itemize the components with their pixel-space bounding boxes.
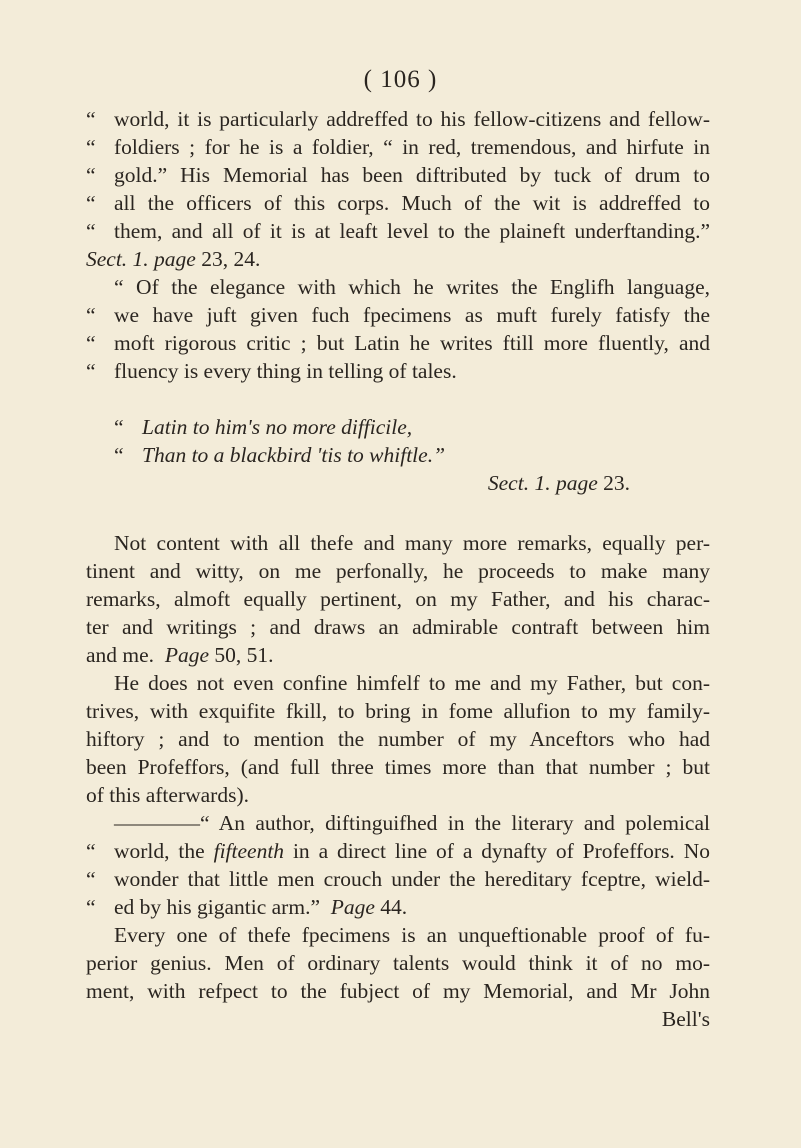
text-line: He does not even confine himfelf to me and my Father, but con- — [114, 671, 710, 695]
text-line: “ we have juft given fuch fpecimens as muft furely fatisfy the — [86, 303, 710, 327]
text-line: Every one of thefe fpecimens is an unqueftionable proof of fu- — [114, 923, 710, 947]
catchword: Bell's — [661, 1007, 710, 1031]
text-line: trives, with exquifite fkill, to bring in fome allufion to my family- — [86, 699, 710, 723]
text-line: ter and writings ; and draws an admirable contraft between him — [86, 615, 710, 639]
text-line: ————“ An author, diftinguifhed in the literary and polemical — [114, 811, 710, 835]
text-line: of this afterwards). — [86, 783, 249, 807]
text-line: Not content with all thefe and many more remarks, equally per- — [114, 531, 710, 555]
citation: Sect. 1. page 23. — [487, 471, 630, 495]
text-line: ment, with refpect to the fubject of my Memorial, and Mr John — [86, 979, 710, 1003]
text-line: remarks, almoft equally pertinent, on my Father, and his charac- — [86, 587, 710, 611]
text-line: “ fluency is every thing in telling of tales. — [86, 359, 457, 383]
text-line: been Profeffors, (and full three times more than that number ; but — [86, 755, 710, 779]
page-number: ( 106 ) — [363, 66, 438, 93]
text-line: “ Of the elegance with which he writes the Englifh language, — [114, 275, 710, 299]
text-line: “ wonder that little men crouch under the hereditary fceptre, wield- — [86, 867, 710, 891]
text-line: “ all the officers of this corps. Much of the wit is addreffed to — [86, 191, 710, 215]
text-line: hiftory ; and to mention the number of my Anceftors who had — [86, 727, 710, 751]
text-line: “ world, it is particularly addreffed to his fellow-citizens and fellow- — [86, 107, 710, 131]
text-line: and me. Page 50, 51. — [86, 643, 274, 667]
text-line: tinent and witty, on me perfonally, he proceeds to make many — [86, 559, 710, 583]
text-line: “ world, the fifteenth in a direct line of a dynafty of Profeffors. No — [86, 839, 710, 863]
citation: Sect. 1. page 23, 24. — [86, 247, 261, 271]
text-line: “ foldiers ; for he is a foldier, “ in red, tremendous, and hirfute in — [86, 135, 710, 159]
text-line: “ them, and all of it is at leaft level to the plaineft underftanding.” — [86, 219, 710, 243]
verse-line: “ Than to a blackbird 'tis to whiftle.” — [114, 443, 446, 467]
text-line: “ gold.” His Memorial has been diftributed by tuck of drum to — [86, 163, 710, 187]
text-line: “ moft rigorous critic ; but Latin he writes ftill more fluently, and — [86, 331, 710, 355]
verse-line: “ Latin to him's no more difficile, — [114, 415, 413, 439]
text-line: perior genius. Men of ordinary talents would think it of no mo- — [86, 951, 710, 975]
text-line: “ ed by his gigantic arm.” Page 44. — [86, 895, 408, 919]
